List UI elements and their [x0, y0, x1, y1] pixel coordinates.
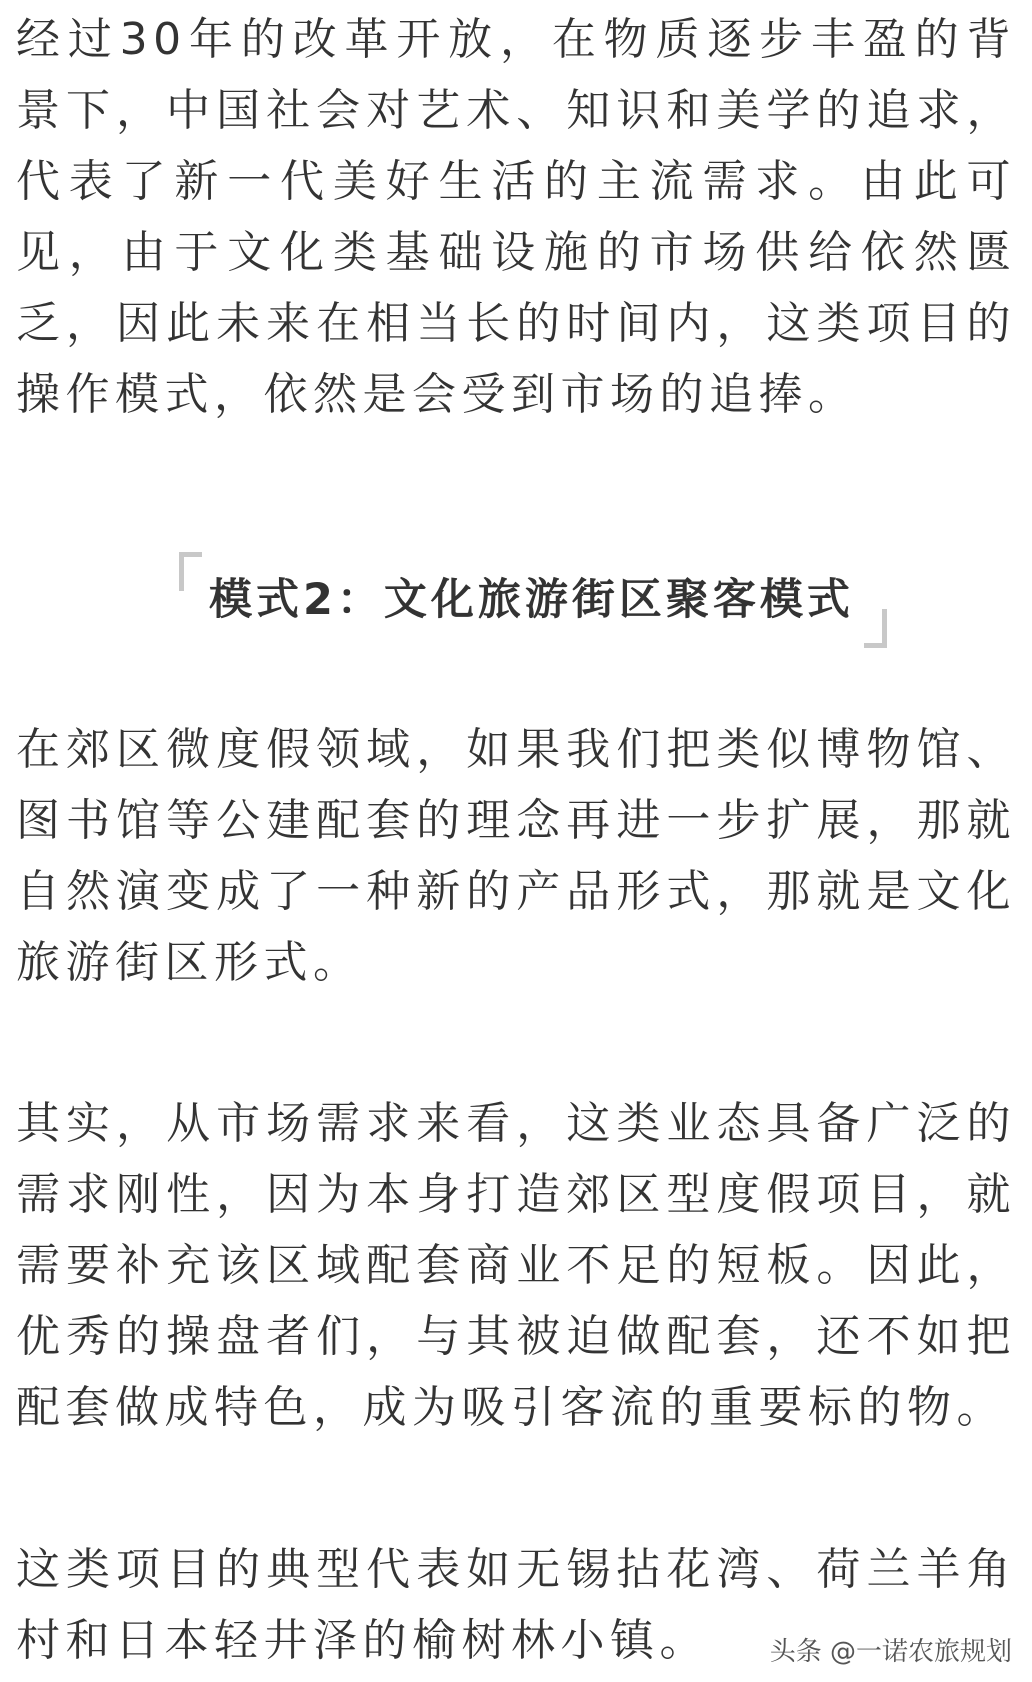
- paragraph-4: 这类项目的典型代表如无锡拈花湾、荷兰羊角村和日本轻井泽的榆树林小镇。: [16, 1544, 1016, 1666]
- paragraph-1: 经过30年的改革开放，在物质逐步丰盈的背景下，中国社会对艺术、知识和美学的追求，代表了新一代美好生活的主流需求。由此可见，由于文化类基础设施的市场供给依然匮乏，因此未来在相当长的时间内，这类项目的操作模式，依然是会受到市场的追捧。: [16, 14, 1016, 420]
- bracket-top-left-icon: [179, 552, 202, 591]
- section-heading-text: 模式2：文化旅游街区聚客模式: [209, 575, 854, 625]
- paragraph-3: 其实，从市场需求来看，这类业态具备广泛的需求刚性，因为本身打造郊区型度假项目，就需要补充该区域配套商业不足的短板。因此，优秀的操盘者们，与其被迫做配套，还不如把配套做成特色，成为吸引客流的重要标的物。: [16, 1098, 1016, 1433]
- section-heading: [179, 552, 887, 648]
- watermark: 头条 @一诺农旅规划: [769, 1637, 1012, 1667]
- bracket-bottom-right-icon: [864, 609, 887, 648]
- paragraph-2: 在郊区微度假领域，如果我们把类似博物馆、图书馆等公建配套的理念再进一步扩展，那就自然演变成了一种新的产品形式，那就是文化旅游街区形式。: [16, 724, 1016, 988]
